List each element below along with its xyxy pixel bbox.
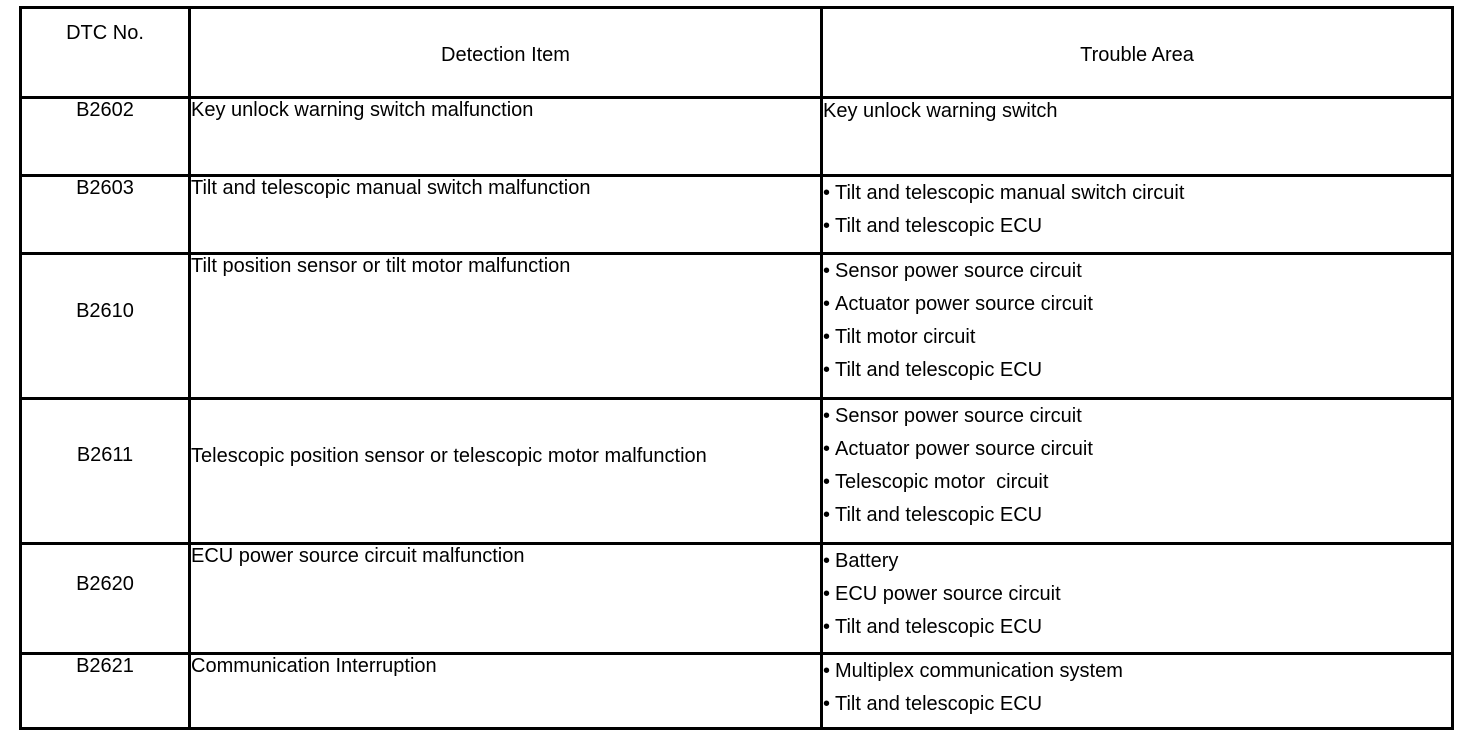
list-item: • Sensor power source circuit bbox=[823, 400, 1451, 433]
bullet-icon: • bbox=[823, 504, 831, 526]
dtc-code: B2620 bbox=[21, 544, 190, 654]
list-item: • Tilt motor circuit bbox=[823, 321, 1451, 354]
trouble-area-list bbox=[823, 255, 1451, 387]
bullet-icon: • bbox=[823, 550, 831, 572]
detection-item: ECU power source circuit malfunction bbox=[190, 544, 822, 654]
dtc-code: B2621 bbox=[21, 654, 190, 729]
table-row bbox=[21, 254, 1453, 399]
detection-item: Communication Interruption bbox=[190, 654, 822, 729]
trouble-area-list bbox=[823, 545, 1451, 644]
list-item: • Actuator power source circuit bbox=[823, 433, 1451, 466]
list-item: • Tilt and telescopic ECU bbox=[823, 210, 1451, 243]
bullet-icon: • bbox=[823, 471, 831, 493]
bullet-icon: • bbox=[823, 215, 831, 237]
trouble-area bbox=[822, 544, 1453, 654]
trouble-area-text: Key unlock warning switch bbox=[823, 100, 1058, 122]
list-item: • ECU power source circuit bbox=[823, 578, 1451, 611]
detection-item: Tilt position sensor or tilt motor malfunction bbox=[190, 254, 822, 399]
bullet-icon: • bbox=[823, 182, 831, 204]
list-item: • Multiplex communication system bbox=[823, 655, 1451, 688]
table-row bbox=[21, 654, 1453, 729]
table-row bbox=[21, 399, 1453, 544]
dtc-code: B2603 bbox=[21, 176, 190, 254]
bullet-icon: • bbox=[823, 326, 831, 348]
list-item: • Tilt and telescopic ECU bbox=[823, 499, 1451, 532]
list-item: • Battery bbox=[823, 545, 1451, 578]
dtc-code: B2611 bbox=[21, 399, 190, 544]
bullet-icon: • bbox=[823, 583, 831, 605]
list-item: • Telescopic motor circuit bbox=[823, 466, 1451, 499]
dtc-code: B2602 bbox=[21, 98, 190, 176]
bullet-icon: • bbox=[823, 693, 831, 715]
list-item: • Tilt and telescopic ECU bbox=[823, 354, 1451, 387]
trouble-area bbox=[822, 399, 1453, 544]
table-row bbox=[21, 98, 1453, 176]
trouble-area-list bbox=[823, 177, 1451, 243]
trouble-area bbox=[822, 254, 1453, 399]
header-dtc-no: DTC No. bbox=[21, 8, 190, 98]
list-item: • Tilt and telescopic ECU bbox=[823, 611, 1451, 644]
bullet-icon: • bbox=[823, 260, 831, 282]
list-item: • Sensor power source circuit bbox=[823, 255, 1451, 288]
list-item: • Tilt and telescopic ECU bbox=[823, 688, 1451, 721]
header-trouble-area: Trouble Area bbox=[822, 8, 1453, 98]
bullet-icon: • bbox=[823, 616, 831, 638]
list-item: • Tilt and telescopic manual switch circuit bbox=[823, 177, 1451, 210]
list-item: • Actuator power source circuit bbox=[823, 288, 1451, 321]
bullet-icon: • bbox=[823, 359, 831, 381]
trouble-area bbox=[822, 654, 1453, 729]
table-row bbox=[21, 176, 1453, 254]
trouble-area bbox=[822, 98, 1453, 176]
trouble-area-list bbox=[823, 400, 1451, 532]
detection-item: Tilt and telescopic manual switch malfunction bbox=[190, 176, 822, 254]
bullet-icon: • bbox=[823, 293, 831, 315]
trouble-area-list bbox=[823, 655, 1451, 721]
table-row bbox=[21, 544, 1453, 654]
bullet-icon: • bbox=[823, 405, 831, 427]
detection-item: Key unlock warning switch malfunction bbox=[190, 98, 822, 176]
bullet-icon: • bbox=[823, 660, 831, 682]
dtc-code: B2610 bbox=[21, 254, 190, 399]
trouble-area bbox=[822, 176, 1453, 254]
detection-item: Telescopic position sensor or telescopic motor malfunction bbox=[190, 399, 822, 544]
header-detection-item: Detection Item bbox=[190, 8, 822, 98]
dtc-table bbox=[19, 6, 1454, 730]
bullet-icon: • bbox=[823, 438, 831, 460]
header-row bbox=[21, 8, 1453, 98]
